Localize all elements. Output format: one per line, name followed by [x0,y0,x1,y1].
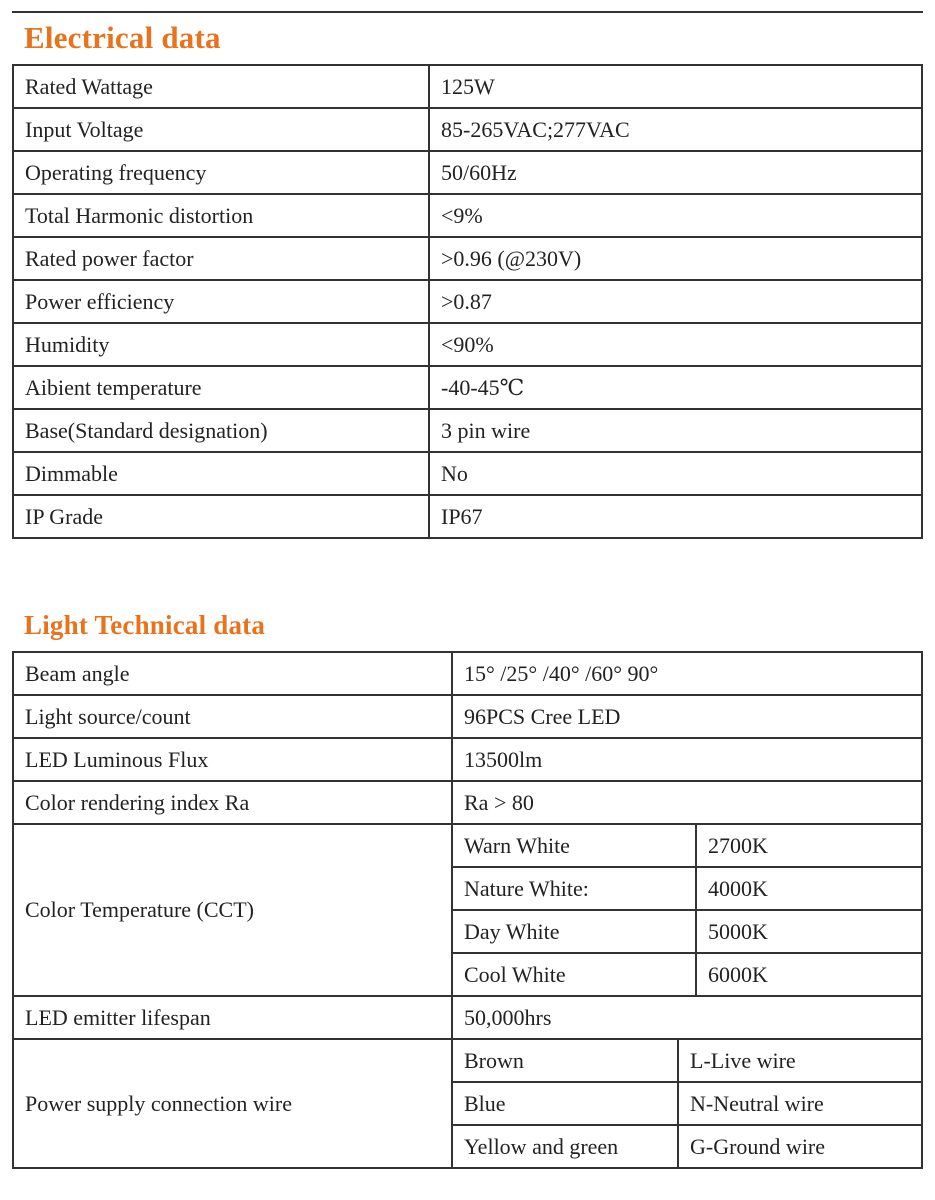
wire-function: G-Ground wire [678,1125,922,1168]
row-value: IP67 [429,495,922,538]
table-row [13,996,922,1039]
cct-value: 5000K [696,910,922,953]
row-value: 13500lm [452,738,922,781]
row-label: LED Luminous Flux [13,738,452,781]
wire-function: N-Neutral wire [678,1082,922,1125]
cct-label: Color Temperature (CCT) [13,824,452,996]
table-row [13,495,922,538]
row-value: 50/60Hz [429,151,922,194]
row-value: >0.87 [429,280,922,323]
electrical-data-title: Electrical data [24,20,221,55]
wire-color: Brown [452,1039,678,1082]
row-label: Power efficiency [13,280,429,323]
row-label: Rated Wattage [13,65,429,108]
table-row [13,237,922,280]
table-row [13,824,922,867]
cct-value: 6000K [696,953,922,996]
row-label: Base(Standard designation) [13,409,429,452]
table-row [13,65,922,108]
wire-color: Yellow and green [452,1125,678,1168]
cct-name: Day White [452,910,696,953]
electrical-data-table [12,64,923,539]
table-row [13,194,922,237]
table-row [13,409,922,452]
row-value: 15° /25° /40° /60° 90° [452,652,922,695]
row-value: No [429,452,922,495]
row-value: -40-45℃ [429,366,922,409]
wire-function: L-Live wire [678,1039,922,1082]
row-label: IP Grade [13,495,429,538]
table-row [13,781,922,824]
cct-name: Warn White [452,824,696,867]
wire-color: Blue [452,1082,678,1125]
row-label: Beam angle [13,652,452,695]
table-row [13,1039,922,1082]
lifespan-label: LED emitter lifespan [13,996,452,1039]
row-value: 125W [429,65,922,108]
row-label: Light source/count [13,695,452,738]
cct-name: Cool White [452,953,696,996]
row-value: <90% [429,323,922,366]
table-row [13,280,922,323]
table-row [13,695,922,738]
top-divider [12,11,923,13]
cct-value: 4000K [696,867,922,910]
row-label: Operating frequency [13,151,429,194]
row-label: Color rendering index Ra [13,781,452,824]
light-technical-data-table [12,651,923,1169]
row-label: Rated power factor [13,237,429,280]
row-value: 85-265VAC;277VAC [429,108,922,151]
row-label: Input Voltage [13,108,429,151]
row-value: 3 pin wire [429,409,922,452]
row-label: Total Harmonic distortion [13,194,429,237]
light-technical-data-title: Light Technical data [24,610,266,640]
cct-value: 2700K [696,824,922,867]
row-value: 96PCS Cree LED [452,695,922,738]
table-row [13,108,922,151]
table-row [13,323,922,366]
row-value: Ra > 80 [452,781,922,824]
lifespan-value: 50,000hrs [452,996,922,1039]
wire-label: Power supply connection wire [13,1039,452,1168]
row-label: Dimmable [13,452,429,495]
table-row [13,452,922,495]
row-label: Aibient temperature [13,366,429,409]
row-value: >0.96 (@230V) [429,237,922,280]
table-row [13,366,922,409]
table-row [13,151,922,194]
cct-name: Nature White: [452,867,696,910]
row-label: Humidity [13,323,429,366]
table-row [13,652,922,695]
row-value: <9% [429,194,922,237]
table-row [13,738,922,781]
